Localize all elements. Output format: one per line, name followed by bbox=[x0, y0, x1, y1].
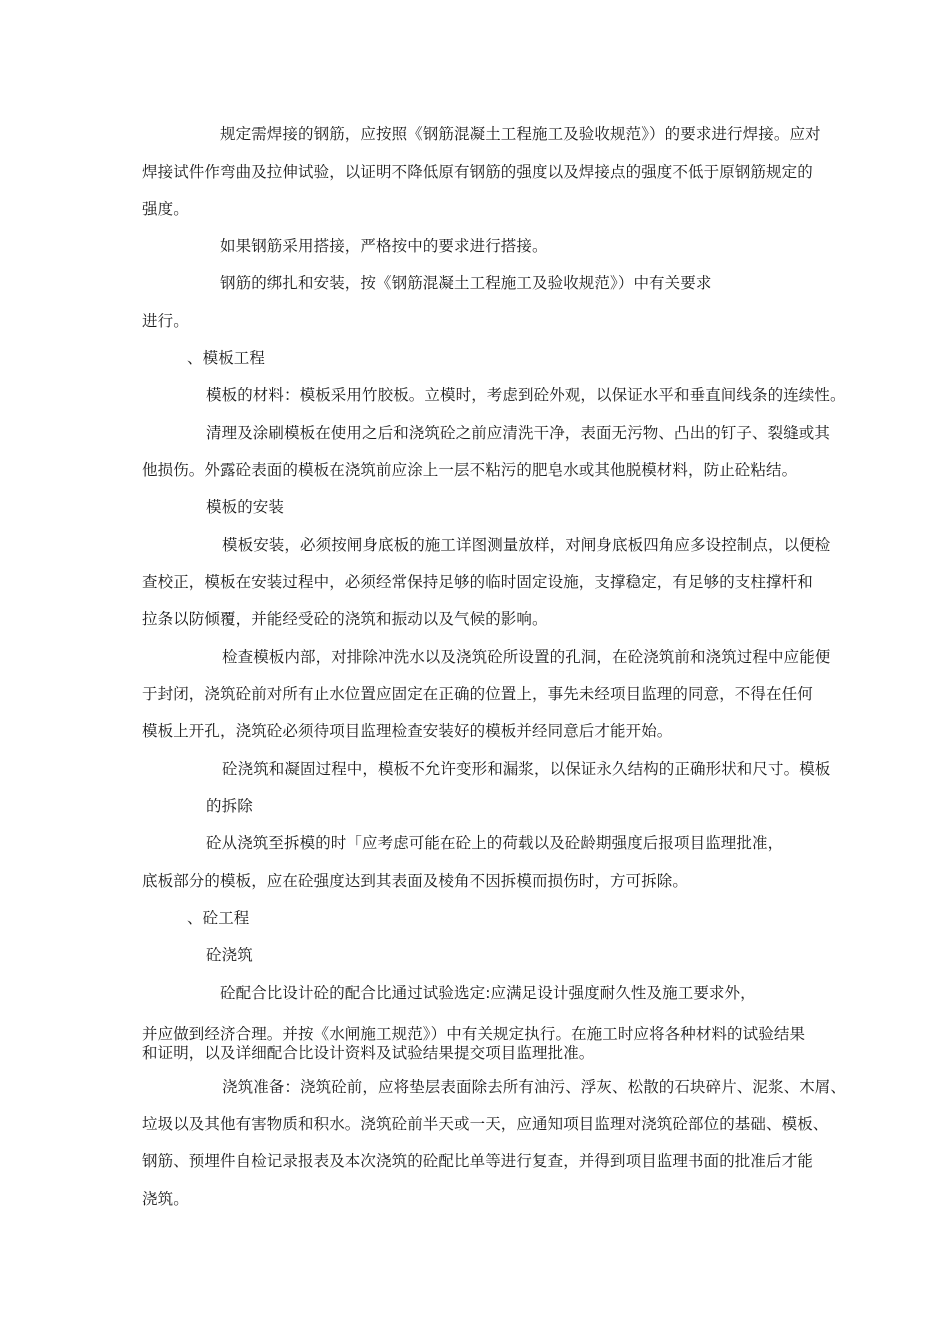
text-line: 的拆除 bbox=[206, 797, 253, 815]
text-line: 模板安装，必须按闸身底板的施工详图测量放样，对闸身底板四角应多设控制点，以便检 bbox=[222, 536, 831, 554]
text-line: 和证明，以及详细配合比设计资料及试验结果提交项目监理批准。 bbox=[142, 1044, 595, 1062]
text-line: 砼从浇筑至拆模的时「应考虑可能在砼上的荷载以及砼龄期强度后报项目监理批准， bbox=[206, 834, 784, 852]
text-line: 垃圾以及其他有害物质和积水。浇筑砼前半天或一天，应通知项目监理对浇筑砼部位的基础、模板、 bbox=[142, 1115, 829, 1133]
subsection-heading: 砼浇筑 bbox=[206, 946, 253, 964]
text-line: 进行。 bbox=[142, 312, 189, 330]
text-line: 规定需焊接的钢筋，应按照《钢筋混凝土工程施工及验收规范》）的要求进行焊接。应对 bbox=[220, 125, 821, 143]
text-line: 砼配合比设计砼的配合比通过试验选定:应满足设计强度耐久性及施工要求外， bbox=[220, 984, 756, 1002]
text-line: 模板上开孔，浇筑砼必须待项目监理检查安装好的模板并经同意后才能开始。 bbox=[142, 722, 673, 740]
text-line: 浇筑。 bbox=[142, 1190, 189, 1208]
section-heading: 、砼工程 bbox=[187, 909, 250, 927]
text-line: 砼浇筑和凝固过程中，模板不允许变形和漏浆，以保证永久结构的正确形状和尺寸。模板 bbox=[222, 760, 831, 778]
text-line: 强度。 bbox=[142, 200, 189, 218]
text-line: 钢筋的绑扎和安装，按《钢筋混凝土工程施工及验收规范》）中有关要求 bbox=[220, 274, 712, 292]
text-line: 焊接试件作弯曲及拉伸试验，以证明不降低原有钢筋的强度以及焊接点的强度不低于原钢筋规定的 bbox=[142, 163, 813, 181]
text-line: 清理及涂刷模板在使用之后和浇筑砼之前应清洗干净，表面无污物、凸出的钉子、裂缝或其 bbox=[206, 424, 831, 442]
text-line: 模板的材料：模板采用竹胶板。立模时，考虑到砼外观，以保证水平和垂直间线条的连续性。 bbox=[206, 386, 846, 404]
subsection-heading: 模板的安装 bbox=[206, 498, 285, 516]
text-line: 并应做到经济合理。并按《水闸施工规范》）中有关规定执行。在施工时应将各种材料的试验结果 bbox=[142, 1025, 806, 1043]
text-line: 钢筋、预埋件自检记录报表及本次浇筑的砼配比单等进行复查，并得到项目监理书面的批准后才能 bbox=[142, 1152, 813, 1170]
text-line: 如果钢筋采用搭接，严格按中的要求进行搭接。 bbox=[220, 237, 548, 255]
text-line: 查校正，模板在安装过程中，必须经常保持足够的临时固定设施，支撑稳定，有足够的支柱撑杆和 bbox=[142, 573, 813, 591]
section-heading: 、模板工程 bbox=[187, 349, 266, 367]
text-line: 底板部分的模板，应在砼强度达到其表面及棱角不因拆模而损伤时，方可拆除。 bbox=[142, 872, 689, 890]
text-line: 他损伤。外露砼表面的模板在浇筑前应涂上一层不粘污的肥皂水或其他脱模材料，防止砼粘结。 bbox=[142, 461, 798, 479]
text-line: 浇筑准备：浇筑砼前，应将垫层表面除去所有油污、浮灰、松散的石块碎片、泥浆、木屑、 bbox=[222, 1078, 847, 1096]
text-line: 于封闭，浇筑砼前对所有止水位置应固定在正确的位置上，事先未经项目监理的同意，不得在任何 bbox=[142, 685, 813, 703]
text-line: 检查模板内部，对排除冲洗水以及浇筑砼所设置的孔洞，在砼浇筑前和浇筑过程中应能便 bbox=[222, 648, 831, 666]
text-line: 拉条以防倾覆，并能经受砼的浇筑和振动以及气候的影响。 bbox=[142, 610, 548, 628]
